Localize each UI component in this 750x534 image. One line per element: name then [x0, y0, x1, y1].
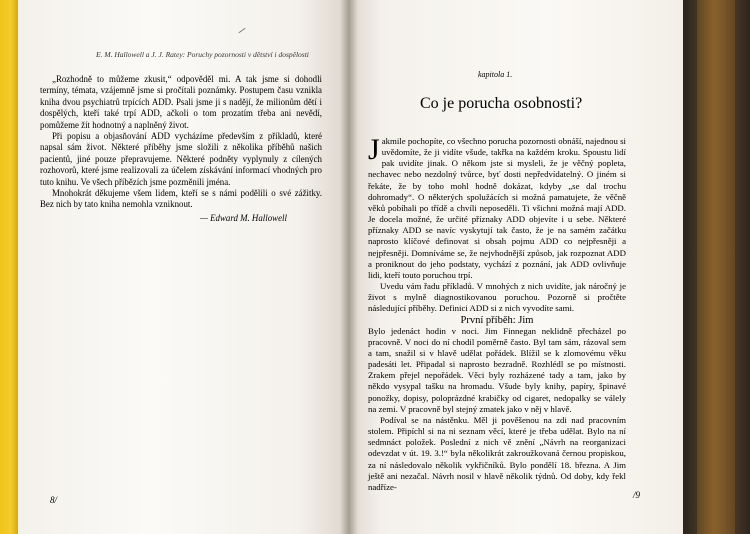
- page-number-right: /9: [633, 490, 641, 500]
- intro-paragraph: [368, 133, 626, 281]
- book-gutter: [340, 0, 358, 534]
- author-signature: — Edward M. Hallowell: [200, 213, 287, 223]
- book-edge-amber: [697, 0, 735, 534]
- book-edge-dark: [683, 0, 750, 534]
- paragraph: Bylo jedenáct hodin v noci. Jim Finnegan neklidně přecházel po pracovně. V noci do ní chodil poměrně často. Byl tam sám, rázoval sem a tam, snažil si v hlavě udělat pořádek. Blížil se k zlomovému věku padesáti let. Připadal si naprosto bezradně. Rozhlédl se po místnosti. Zrakem přejel nepořádek. Věci byly rozházené tady a tam, jako by někdo vysypal tašku na hromadu. Všude byly knihy, papíry, špinavé ponožky, dopisy, poloprázdné krabičky od cigaret, nedopalky se válely na zemi. V pracovně byl stejný zmatek jako v něj v hlavě.: [368, 325, 626, 414]
- chapter-label: kapitola 1.: [478, 70, 513, 79]
- right-page-body: [368, 133, 626, 493]
- paragraph: „Rozhodně to můžeme zkusit,“ odpověděl mi. A tak jsme si dohodli termíny, témata, vzájemně jsme si pročítali poznámky. Postupem času vznikla kniha dvou psychiatrů trpících ADD. Psali jsme ji s nadějí, že milionům dětí i dospělých, kteří také trpí ADD, ačkoli o tom prozatím třeba ani nevědí, pomůžeme žít hodnotný a naplněný život.: [40, 74, 322, 130]
- running-head: E. M. Hallowell a J. J. Ratey: Poruchy pozornosti v dětství i dospělosti: [96, 50, 309, 59]
- paragraph: Podíval se na nástěnku. Měl ji pověšenou na zdi nad pracovním stolem. Připíchl si na ni seznam věcí, které je třeba udělat. Bylo na ní sedmnáct položek. Poslední z nich vě znění „Návrh na reorganizaci odevzdat v út. 19. 3.!“ byla několikrát zakroužkovaná černou propiskou, za ní následovalo několik vykřičníků. Bylo pondělí 18. března. A Jim ještě ani nezačal. Návrh nosil v hlavě několik týdnů. Od doby, kdy řekl nadříze-: [368, 414, 626, 492]
- section-subheading: První příběh: Jim: [460, 314, 534, 326]
- paragraph: Při popisu a objasňování ADD vycházíme především z příkladů, které napsal sám život. Některé příběhy jsme složili z několika příběhů našich pacientů, jiné pouze přepravujeme. Některé podněty vyplynuly z cílených rozhovorů, které jsme realizovali za účelem získávání informací vhodných pro tuto knihu. Ve všech příbězích jsme pozměnili jména.: [40, 131, 322, 187]
- page-number-left: 8/: [50, 495, 58, 505]
- left-page-body: [40, 74, 322, 211]
- chapter-title: Co je porucha osobnosti?: [420, 95, 583, 112]
- paragraph: Mnohokrát děkujeme všem lidem, kteří se s námi podělili o své zážitky. Bez nich by tato kniha nemohla vzniknout.: [40, 188, 322, 210]
- book-edge-yellow: [0, 0, 18, 534]
- intro-text: akmile pochopíte, co všechno porucha pozornosti obnáší, najednou si uvědomíte, že ji vidíte všude, takřka na každém kroku. Spoustu lidí pak uvidíte jinak. O někom jste si mysleli, že je věčný popleta, nechavec nebo nezdolný tvůrce, byť dosti nepředvídatelný. O jiném si řekáte, že by toho mohl hodně dokázat, kdyby „se dal trochu dohromady“. O některých spolužácích si možná pamatujete, že věčně věků pobíhali po třídě a chvíli neposeděli. Ti všichni možná mají ADD. Je docela možné, že určité příznaky ADD objevíte i u sebe. Některé příznaky ADD se navíc vyskytují tak často, že je na samém začátku naprosto klíčové definovat si obsah pojmu ADD co nejpřesněji a nejpřesněji. Domníváme se, že nejvhodnější způsob, jak rozpoznat ADD a proniknout do jeho podstaty, vychází z poznání, jak ADD ovlivňuje lidi, kteří touto poruchou trpí.: [368, 136, 626, 280]
- drop-cap: J: [368, 133, 380, 166]
- paragraph: Uvedu vám řadu příkladů. V mnohých z nich uvidíte, jak náročný je život s mylně diagnostikovanou poruchou. Pozorně si pročtěte následující příběhy. Definici ADD si z nich vyvodíte sami.: [368, 281, 626, 314]
